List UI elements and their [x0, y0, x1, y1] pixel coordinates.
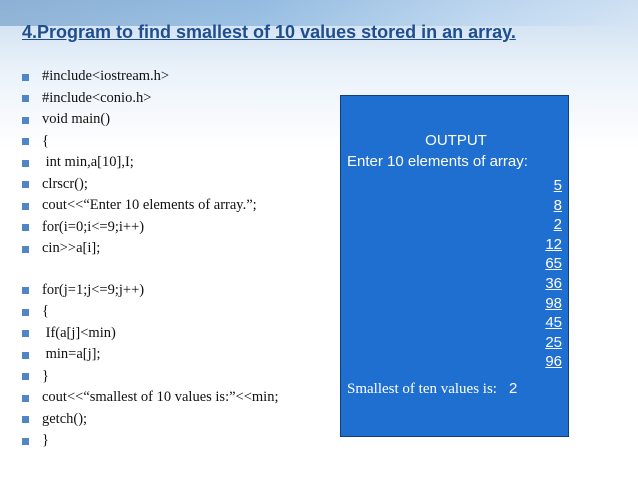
code-line — [22, 174, 337, 196]
square-bullet-icon — [22, 160, 29, 167]
result-value: 2 — [508, 380, 518, 397]
code-line — [22, 195, 337, 217]
output-value: 5 — [553, 177, 562, 194]
square-bullet-icon — [22, 395, 29, 402]
code-line — [22, 430, 337, 452]
output-value: 45 — [545, 314, 562, 332]
square-bullet-icon — [22, 95, 29, 102]
output-panel — [340, 95, 569, 437]
square-bullet-icon — [22, 224, 29, 231]
code-line — [22, 409, 337, 431]
code-line — [22, 109, 337, 131]
output-title: OUTPUT — [425, 132, 487, 149]
square-bullet-icon — [22, 287, 29, 294]
code-line — [22, 280, 337, 302]
code-text: cin>>a[i]; — [42, 240, 101, 256]
square-bullet-icon — [22, 117, 29, 124]
code-line — [22, 88, 337, 110]
code-text: for(i=0;i<=9;i++) — [42, 218, 145, 235]
code-text: min=a[j]; — [42, 346, 101, 362]
square-bullet-icon — [22, 352, 29, 359]
square-bullet-icon — [22, 373, 29, 380]
square-bullet-icon — [22, 309, 29, 316]
output-value: 25 — [545, 333, 562, 351]
code-text: cout<<“smallest of 10 values is:”<<min; — [42, 389, 279, 405]
square-bullet-icon — [22, 203, 29, 210]
code-line — [22, 66, 337, 88]
output-prompt: Enter 10 elements of array: — [347, 153, 528, 170]
output-value: 36 — [545, 274, 562, 292]
code-line — [22, 238, 337, 260]
code-text: int min,a[10],I; — [42, 154, 134, 170]
code-text: { — [42, 303, 49, 319]
output-value: 8 — [553, 196, 562, 214]
code-text: { — [42, 132, 49, 149]
square-bullet-icon — [22, 246, 29, 253]
slide-title: 4.Program to find smallest of 10 values stored in an array. — [22, 22, 516, 42]
output-value: 98 — [545, 294, 562, 312]
output-values — [545, 176, 562, 372]
code-line — [22, 217, 337, 239]
code-line — [22, 344, 337, 366]
output-value: 12 — [545, 235, 562, 253]
code-text: getch(); — [42, 410, 88, 427]
code-text: #include<conio.h> — [42, 89, 152, 106]
code-text: } — [42, 367, 49, 384]
square-bullet-icon — [22, 330, 29, 337]
code-line — [22, 301, 337, 323]
code-text: } — [42, 432, 49, 448]
code-text: If(a[j]<min) — [42, 324, 116, 341]
code-listing — [22, 66, 337, 452]
code-line — [22, 323, 337, 345]
code-line — [22, 131, 337, 153]
square-bullet-icon — [22, 138, 29, 145]
output-value: 65 — [545, 255, 562, 273]
code-text: void main() — [42, 111, 111, 127]
output-value: 2 — [553, 216, 562, 234]
code-line — [22, 366, 337, 388]
output-result — [347, 380, 517, 398]
code-text: for(j=1;j<=9;j++) — [42, 281, 145, 298]
square-bullet-icon — [22, 438, 29, 445]
square-bullet-icon — [22, 74, 29, 81]
code-line — [22, 387, 337, 409]
code-line — [22, 152, 337, 174]
result-label: Smallest of ten values is: — [347, 381, 497, 397]
square-bullet-icon — [22, 416, 29, 423]
code-text: #include<iostream.h> — [42, 68, 170, 84]
code-text: cout<<“Enter 10 elements of array.”; — [42, 197, 257, 213]
output-value: 96 — [545, 353, 562, 371]
square-bullet-icon — [22, 181, 29, 188]
code-text: clrscr(); — [42, 175, 88, 192]
